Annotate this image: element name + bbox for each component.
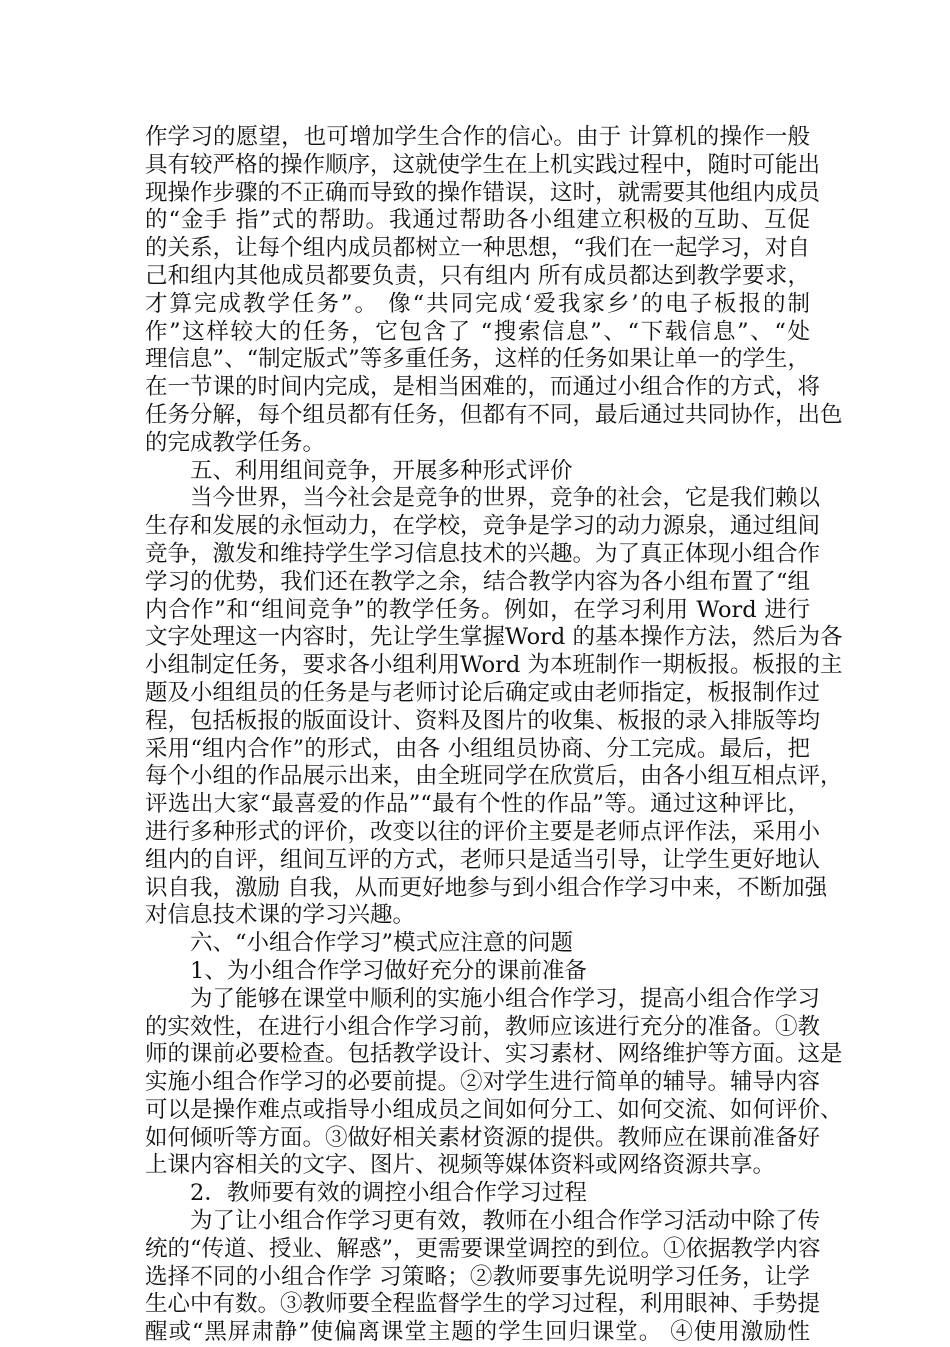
text-line: 组内的自评，组间互评的方式，老师只是适当引导，让学生更好地认 [145, 846, 821, 873]
text-line: 文字处理这一内容时，先让学生掌握Word 的基本操作方法，然后为各 [145, 624, 843, 651]
text-line: 己和组内其他成员都要负责，只有组内 所有成员都达到教学要求， [145, 262, 810, 289]
text-line: 为了让小组合作学习更有效，教师在小组合作学习活动中除了传 [190, 1208, 821, 1235]
text-line: 现操作步骤的不正确而导致的操作错误，这时，就需要其他组内成员 [145, 179, 821, 206]
text-line: 竞争，激发和维持学生学习信息技术的兴趣。为了真正体现小组合作 [145, 540, 821, 567]
text-line: 具有较严格的操作顺序，这就使学生在上机实践过程中，随时可能出 [145, 151, 821, 178]
text-line: 师的课前必要检查。包括教学设计、实习素材、网络维护等方面。这是 [145, 1041, 843, 1068]
text-line: 任务分解，每个组员都有任务，但都有不同，最后通过共同协作，出色 [145, 401, 843, 428]
text-line: 醒或“黑屏肃静”使偏离课堂主题的学生回归课堂。 ④使用激励性 [145, 1319, 810, 1346]
text-line: 才算完成教学任务”。 像“共同完成‘爱我家乡’的电子板报的制 [145, 290, 810, 317]
text-line: 作”这样较大的任务，它包含了 “搜索信息”、“下载信息”、“处 [145, 318, 810, 345]
text-line: 识自我，激励 自我，从而更好地参与到小组合作学习中来，不断加强 [145, 874, 828, 901]
text-line: 实施小组合作学习的必要前提。②对学生进行简单的辅导。辅导内容 [145, 1069, 821, 1096]
text-line: 的关系，让每个组内成员都树立一种思想，“我们在一起学习，对自 [145, 235, 810, 262]
text-line: 生心中有数。③教师要全程监督学生的学习过程，利用眼神、手势提 [145, 1291, 821, 1318]
text-line: 如何倾听等方面。③做好相关素材资源的提供。教师应在课前准备好 [145, 1124, 821, 1151]
text-line: 的“金手 指”式的帮助。我通过帮助各小组建立积极的互助、互促 [145, 207, 810, 234]
text-line: 的实效性，在进行小组合作学习前，教师应该进行充分的准备。①教 [145, 1013, 821, 1040]
text-line: 评选出大家“最喜爱的作品”“最有个性的作品”等。通过这种评比， [145, 791, 810, 818]
text-line: 每个小组的作品展示出来，由全班同学在欣赏后，由各小组互相点评， [145, 763, 843, 790]
text-line: 可以是操作难点或指导小组成员之间如何分工、如何交流、如何评价、 [145, 1096, 843, 1123]
text-line: 学习的优势，我们还在教学之余，结合教学内容为各小组布置了“组 [145, 568, 810, 595]
text-line: 为了能够在课堂中顺利的实施小组合作学习，提高小组合作学习 [190, 985, 821, 1012]
text-line: 程，包括板报的版面设计、资料及图片的收集、板报的录入排版等均 [145, 707, 821, 734]
text-line: 生存和发展的永恒动力，在学校，竞争是学习的动力源泉，通过组间 [145, 513, 821, 540]
text-line: 内合作”和“组间竞争”的教学任务。例如，在学习利用 Word 进行 [145, 596, 810, 623]
text-line: 的完成教学任务。 [145, 429, 326, 456]
text-line: 采用“组内合作”的形式，由各 小组组员协商、分工完成。最后，把 [145, 735, 810, 762]
document-body [145, 124, 843, 1347]
text-line: 当今世界，当今社会是竞争的世界，竞争的社会，它是我们赖以 [190, 485, 821, 512]
text-line: 进行多种形式的评价，改变以往的评价主要是老师点评作法，采用小 [145, 818, 821, 845]
text-line: 上课内容相关的文字、图片、视频等媒体资料或网络资源共享。 [145, 1152, 776, 1179]
text-line: 作学习的愿望，也可增加学生合作的信心。由于 计算机的操作一般 [145, 124, 810, 150]
text-line: 对信息技术课的学习兴趣。 [145, 902, 416, 929]
text-line: 理信息”、“制定版式”等多重任务，这样的任务如果让单一的学生， [145, 346, 810, 373]
text-line: 小组制定任务，要求各小组利用Word 为本班制作一期板报。板报的主 [145, 652, 843, 679]
text-line: 选择不同的小组合作学 习策略；②教师要事先说明学习任务，让学 [145, 1263, 810, 1290]
text-line: 五、利用组间竞争，开展多种形式评价 [190, 457, 573, 484]
text-line: 在一节课的时间内完成，是相当困难的，而通过小组合作的方式，将 [145, 374, 821, 401]
text-line: 题及小组组员的任务是与老师讨论后确定或由老师指定，板报制作过 [145, 679, 821, 706]
text-line: 1、为小组合作学习做好充分的课前准备 [190, 957, 587, 984]
text-line: 六、“小组合作学习”模式应注意的问题 [190, 930, 574, 957]
text-line: 统的“传道、授业、解惑”，更需要课堂调控的到位。①依据教学内容 [145, 1235, 821, 1262]
text-line: 2．教师要有效的调控小组合作学习过程 [190, 1180, 587, 1207]
